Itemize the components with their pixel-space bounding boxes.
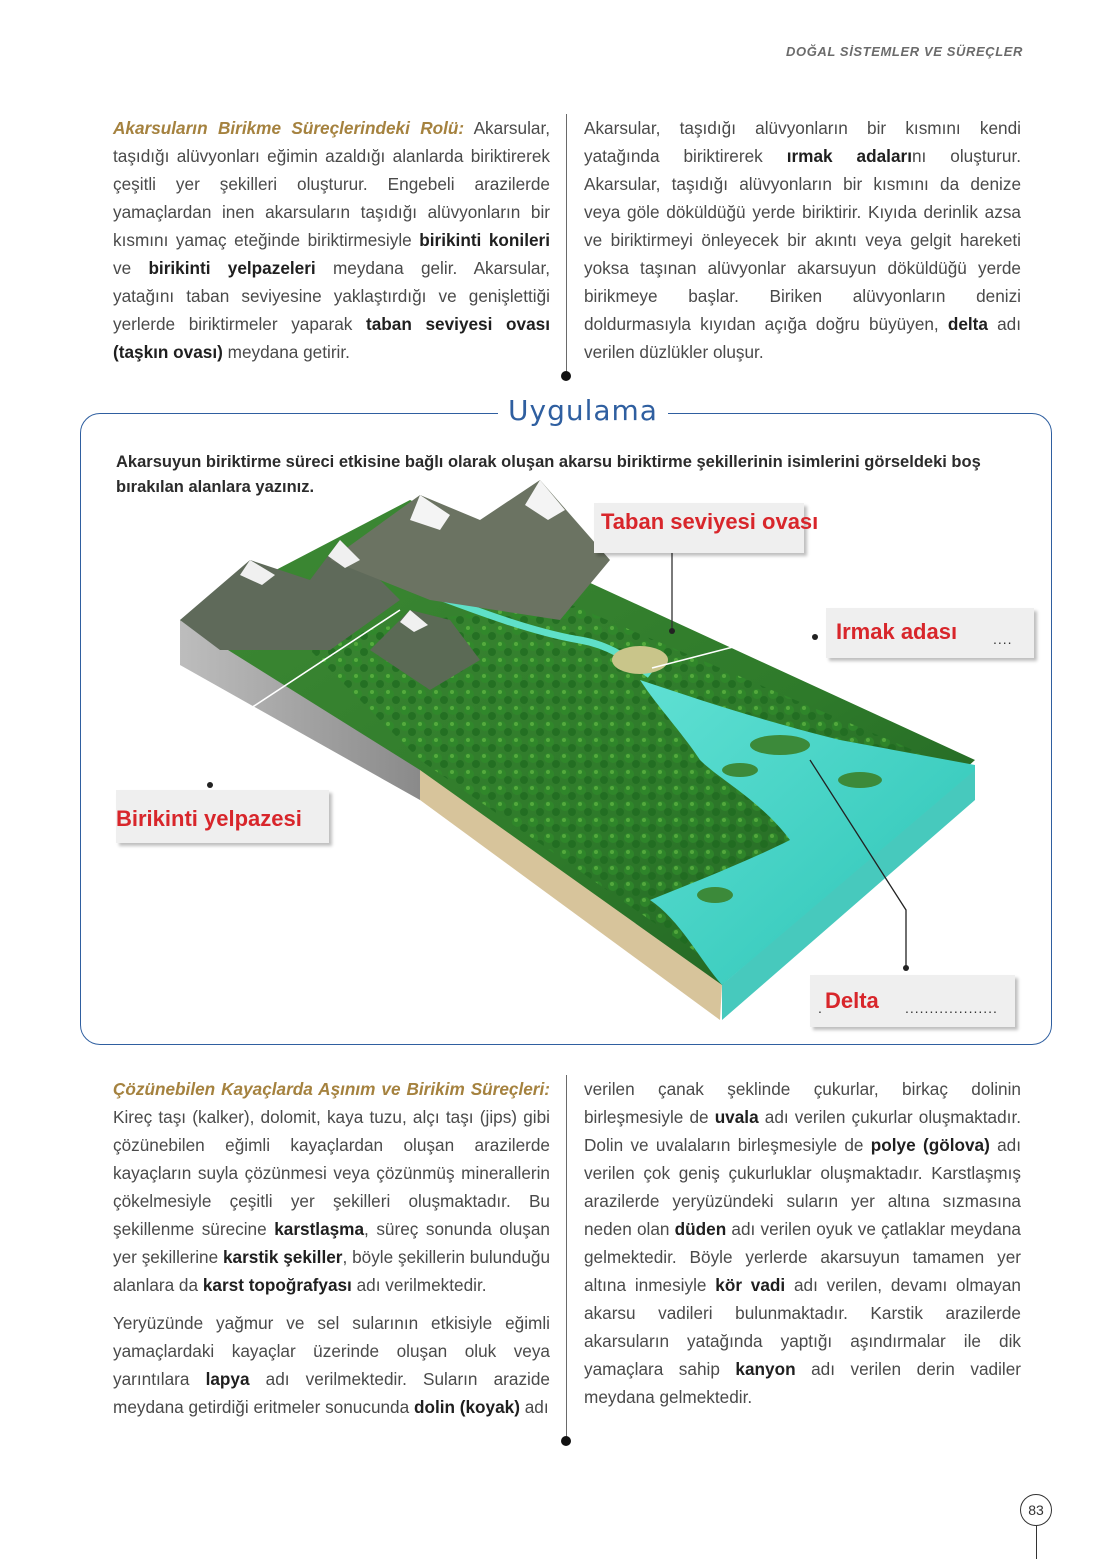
river-island-shape — [612, 646, 668, 674]
term: lapya — [205, 1369, 250, 1389]
term: taban seviyesi ovası (taşkın ovası) — [113, 314, 550, 362]
delta-island-shape — [722, 763, 758, 777]
delta-island-shape — [838, 772, 882, 788]
column-divider — [566, 1075, 567, 1437]
term: karstlaşma — [274, 1219, 365, 1239]
delta-island-shape — [697, 887, 733, 903]
blank-dots: ................... — [905, 1000, 998, 1016]
term: düden — [674, 1219, 727, 1239]
term: kör vadi — [715, 1275, 786, 1295]
bottom-right-column — [584, 1075, 1021, 1421]
section-heading: Akarsuların Birikme Süreçlerindeki Rolü: — [113, 118, 465, 138]
section-header: DOĞAL SİSTEMLER VE SÜREÇLER — [786, 44, 1023, 59]
lapya-paragraph: Yeryüzünde yağmur ve sel sularının etkisiyle eğimli yamaçlardaki kayaçlar üzerinde oluşan oluk veya yarıntılara lapya adı verilmektedir. Suların arazide meydana getirdiği eritmeler sonucunda dolin (koyak) adı — [113, 1313, 550, 1417]
term: ırmak adaları — [786, 146, 912, 166]
term: birikinti konileri — [419, 230, 550, 250]
karst-paragraph: Çözünebilen Kayaçlarda Aşınım ve Birikim Süreçleri: Kireç taşı (kalker), dolomit, kaya tuzu, alçı taşı (jips) gibi çözünebilen eğimli kayaçlardan oluşan arazilerde kayaçların suyla çözünmesi veya çözünmüş minerallerin çökelmesiyle çeşitli yer şekilleri oluşmaktadır. Bu şekillenme sürecine karstlaşma, süreç sonunda oluşan yer şekillerine karstik şekiller, böyle şekillerin bulunduğu alanlara da karst topoğrafyası adı verilmektedir. — [113, 1079, 550, 1295]
bottom-left-column — [113, 1075, 550, 1431]
label-irmak-adasi[interactable]: Irmak adası — [836, 619, 958, 644]
term: dolin (koyak) — [413, 1397, 520, 1417]
term: karst topoğrafyası — [202, 1275, 352, 1295]
leader-dot — [669, 628, 675, 634]
exercise-instruction: Akarsuyun biriktirme süreci etkisine bağlı olarak oluşan akarsu biriktirme şekillerinin isimlerini görseldeki boş bırakılan alanlara yazınız. — [116, 453, 981, 496]
page-number-badge — [1020, 1494, 1052, 1526]
deposition-paragraph: Akarsuların Birikme Süreçlerindeki Rolü: Akarsular, taşıdığı alüvyonları eğimin azaldığı alanlarda biriktirerek çeşitli yer şekilleri oluşturur. Engebeli arazilerde yamaçlardan inen akarsuların taşıdığı alüvyonların bir kısmını yamaç eteğinde biriktirmesiyle birikinti konileri ve birikinti yelpazeleri meydana gelir. Akarsular, yatağını taban seviyesine yaklaştırdığı ve genişlettiği yerlerde biriktirmeler yaparak taban seviyesi ovası (taşkın ovası) meydana getirir. — [113, 118, 550, 362]
section-heading: Çözünebilen Kayaçlarda Aşınım ve Birikim Süreçleri: — [113, 1079, 550, 1099]
label-birikinti-yelpazesi[interactable]: Birikinti yelpazesi — [116, 806, 302, 831]
leader-dot — [812, 634, 818, 640]
divider-dot — [561, 1436, 571, 1446]
term: birikinti yelpazeleri — [148, 258, 316, 278]
blank-dots: . — [818, 1000, 823, 1016]
term: uvala — [714, 1107, 759, 1127]
term: delta — [947, 314, 988, 334]
leader-dot — [207, 782, 213, 788]
exercise-title: Uygulama — [498, 394, 668, 427]
delta-paragraph: Akarsular, taşıdığı alüvyonların bir kısmını kendi yatağında biriktirerek ırmak adalarını oluşturur. Akarsular, taşıdığı alüvyonların bir kısmını da denize veya göle döküldüğü yerde biriktirir. Kıyıda derinlik azsa ve biriktirmeyi önleyecek bir akıntı veya gelgit hareketi yoksa taşınan alüvyonlar akarsuyun döküldüğü yerde birikmeye başlar. Biriken alüvyonların denizi doldurmasıyla kıyıdan açığa doğru büyüyen, delta adı verilen düzlükler oluşur. — [584, 118, 1021, 362]
label-taban-seviyesi-ovasi[interactable]: Taban seviyesi ovası — [601, 509, 819, 534]
page-number-line — [1036, 1525, 1037, 1559]
delta-island-shape — [750, 735, 810, 755]
leader-dot — [903, 965, 909, 971]
blank-dots: .... — [993, 631, 1013, 647]
term: kanyon — [735, 1359, 796, 1379]
label-delta[interactable]: Delta — [825, 988, 879, 1013]
term: polye (gölova) — [870, 1135, 990, 1155]
dolin-paragraph: verilen çanak şeklinde çukurlar, birkaç dolinin birleşmesiyle de uvala adı verilen çukurlar oluşmaktadır. Dolin ve uvalaların birleşmesiyle de polye (gölova) adı verilen çok geniş çukurluklar oluşmaktadır. Karstlaşmış arazilerde yeryüzündeki suların yer altına sızmasına neden olan düden adı verilen oyuk ve çatlaklar meydana gelmektedir. Böyle yerlerde akarsuyun tamamen yer altına inmesiyle kör vadi adı verilen, devamı olmayan akarsu vadileri bulunmaktadır. Karstik arazilerde akarsuların yatağında yaptığı aşındırmalar ile dik yamaçlara sahip kanyon adı verilen derin vadiler meydana gelmektedir. — [584, 1079, 1022, 1407]
term: karstik şekiller — [222, 1247, 343, 1267]
page-number: 83 — [1020, 1494, 1052, 1526]
